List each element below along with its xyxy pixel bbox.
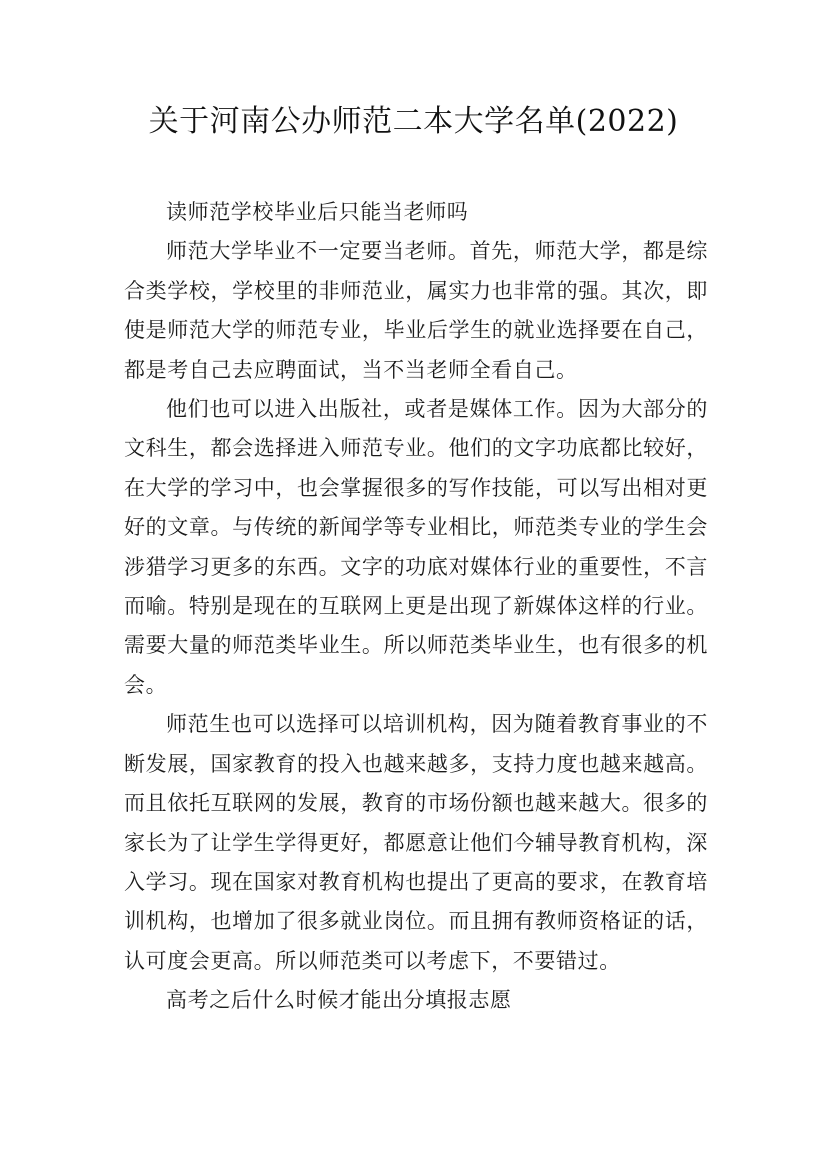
document-title: 关于河南公办师范二本大学名单(2022) — [148, 104, 679, 139]
paragraph-heading-2: 高考之后什么时候才能出分填报志愿 — [166, 988, 512, 1013]
paragraph: 师范大学毕业不一定要当老师。首先，师范大学，都是综合类学校，学校里的非师范业，属实力也非常的强。其次，即使是师范大学的师范专业，毕业后学生的就业选择要在自己，都是考自己去应聘面试，当不当老师全看自己。 — [124, 239, 708, 382]
paragraph-heading-1: 读师范学校毕业后只能当老师吗 — [166, 200, 469, 224]
document-body — [124, 193, 708, 1021]
paragraph: 他们也可以进入出版社，或者是媒体工作。因为大部分的文科生，都会选择进入师范专业。他们的文字功底都比较好，在大学的学习中，也会掌握很多的写作技能，可以写出相对更好的文章。与传统的新闻学等专业相比，师范类专业的学生会涉猎学习更多的东西。文字的功底对媒体行业的重要性，不言而喻。特别是现在的互联网上更是出现了新媒体这样的行业。需要大量的师范类毕业生。所以师范类毕业生，也有很多的机会。 — [124, 397, 708, 697]
paragraph: 师范生也可以选择可以培训机构，因为随着教育事业的不断发展，国家教育的投入也越来越多，支持力度也越来越高。而且依托互联网的发展，教育的市场份额也越来越大。很多的家长为了让学生学得更好，都愿意让他们今辅导教育机构，深入学习。现在国家对教育机构也提出了更高的要求，在教育培训机构，也增加了很多就业岗位。而且拥有教师资格证的话，认可度会更高。所以师范类可以考虑下，不要错过。 — [124, 712, 708, 973]
